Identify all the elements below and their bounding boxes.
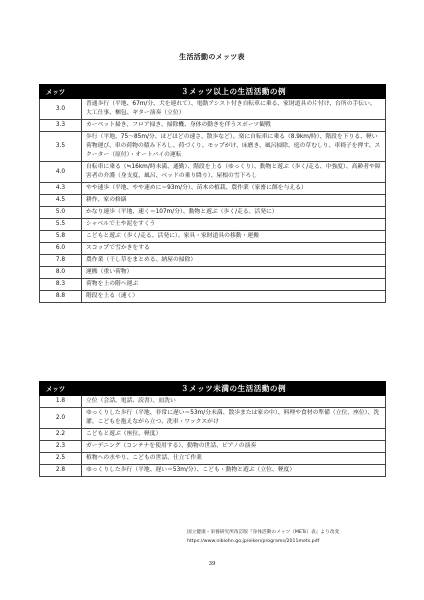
table-row [40,396,386,408]
mets-value: 7.8 [40,255,82,267]
table-row [40,441,386,453]
table-row [40,231,386,243]
page-title: 生活活動のメッツ表 [179,53,245,61]
mets-value: 2.3 [40,441,82,453]
table-row [40,243,386,255]
table-row [40,267,386,279]
mets-value: 8.0 [40,267,82,279]
mets-value: 1.8 [40,396,82,408]
activity-description: 植物への水やり、こどもの世話、仕立て作業 [82,453,386,465]
mets-value: 4.0 [40,162,82,183]
page-number: 39 [208,561,216,567]
activity-description: 立位（会話、電話、読書）、皿洗い [82,396,386,408]
activity-description: やや速歩（平地、やや速めに＝93m/分）、苗木の植栽、農作業（家畜に餌を与える） [82,183,386,195]
table-row [40,219,386,231]
table-header-row [40,85,386,99]
activity-description: 荷物を上の階へ運ぶ [82,279,386,291]
table-row [40,99,386,120]
activity-description: 歩行（平地、75～85m/分、ほどほどの速さ、散歩など）、楽に自転車に乗る（8.9km/時）、階段を下りる、軽い荷物運び、車の荷物の積み下ろし、荷づくり、モップがけ、床磨き、風呂掃除、庭の草むしり、車椅子を押す、スクーター（原付）・オートバイの運転 [82,132,386,162]
table-header-row [40,382,386,396]
activity-description: こどもと遊ぶ（歩く/走る、活発に）、家具・家財道具の移動・運搬 [82,231,386,243]
mets-table-3-plus [39,84,386,303]
table-row [40,195,386,207]
mets-value: 5.0 [40,207,82,219]
mets-value: 2.5 [40,453,82,465]
mets-value: 3.5 [40,132,82,162]
activity-description: ガーデニング（コンテナを使用する）、動物の世話、ピアノの演奏 [82,441,386,453]
mets-value: 4.3 [40,183,82,195]
activity-description: 普通歩行（平地、67m/分、犬を連れて）、電動アシスト付き自転車に乗る、家財道具の片付け、台所の手伝い、大工仕事、梱包、ギター演奏（立位） [82,99,386,120]
header-title: ３メッツ未満の生活活動の例 [82,382,386,396]
table-row [40,453,386,465]
mets-value: 2.8 [40,465,82,477]
table-row [40,255,386,267]
header-title: ３メッツ以上の生活活動の例 [82,85,386,99]
source-url: https://www.nibiohn.go.jp/eiken/programs/2011mets.pdf [187,539,320,544]
header-mets: メッツ [40,85,82,99]
table-row [40,408,386,429]
mets-table-under-3 [39,381,386,477]
table-row [40,162,386,183]
mets-value: 3.0 [40,99,82,120]
activity-description: 運搬（重い荷物） [82,267,386,279]
table-row [40,429,386,441]
mets-value: 8.3 [40,279,82,291]
mets-value: 4.5 [40,195,82,207]
mets-value: 3.3 [40,120,82,132]
activity-description: 耕作、家の修繕 [82,195,386,207]
mets-value: 6.0 [40,243,82,255]
activity-description: かなり速歩（平地、速く＝107m/分）、動物と遊ぶ（歩く/走る、活発に） [82,207,386,219]
table-row [40,279,386,291]
source-citation: 国立健康・栄養研究所改訂版『身体活動のメッツ（METs）表』より改変 [187,530,340,535]
activity-description: シャベルで土や泥をすくう [82,219,386,231]
source-note [187,528,339,546]
table-row [40,465,386,477]
activity-description: 自転車に乗る（≒16km/時未満、通勤）、階段を上る（ゆっくり）、動物と遊ぶ（歩く/走る、中強度）、高齢者や障害者の介護（身支度、風呂、ベッドの乗り降り）、屋根の雪下ろし [82,162,386,183]
mets-value: 8.8 [40,291,82,303]
table-row [40,291,386,303]
activity-description: スコップで雪かきをする [82,243,386,255]
activity-description: 農作業（干し草をまとめる、納屋の掃除） [82,255,386,267]
activity-description: ゆっくりした歩行（平地、非常に遅い＝53m/分未満、散歩または家の中）、料理や食材の準備（立位、座位）、洗濯、こどもを抱えながら立つ、洗車・ワックスがけ [82,408,386,429]
activity-description: 階段を上る（速く） [82,291,386,303]
mets-value: 5.8 [40,231,82,243]
activity-description: カーペット掃き、フロア掃き、掃除機、身体の動きを伴うスポーツ観戦 [82,120,386,132]
table-row [40,207,386,219]
table-row [40,183,386,195]
header-mets: メッツ [40,382,82,396]
table-row [40,132,386,162]
mets-value: 2.0 [40,408,82,429]
activity-description: こどもと遊ぶ（座位、軽度） [82,429,386,441]
table-row [40,120,386,132]
activity-description: ゆっくりした歩行（平地、遅い＝53m/分）、こども・動物と遊ぶ（立位、軽度） [82,465,386,477]
mets-value: 2.2 [40,429,82,441]
mets-value: 5.5 [40,219,82,231]
